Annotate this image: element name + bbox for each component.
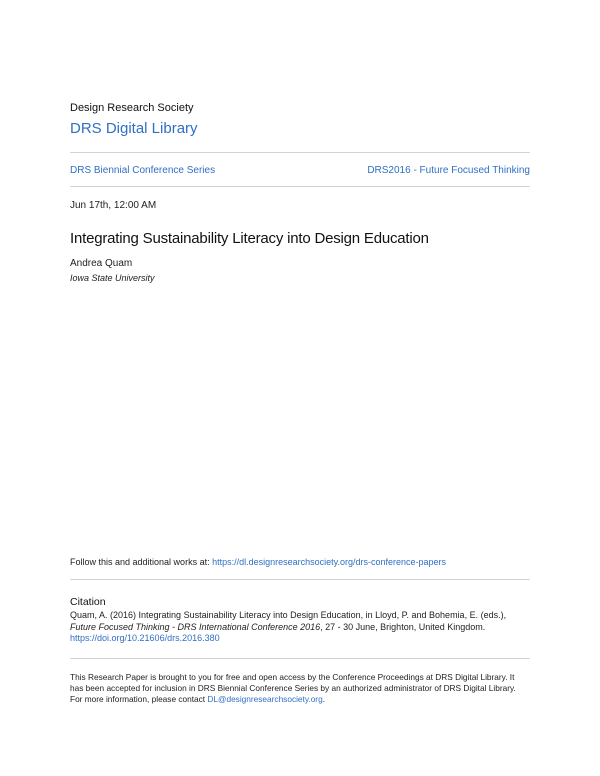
citation-part1: Quam, A. (2016) Integrating Sustainability Literacy into Design Education, in Lloyd, P. and Bohemia, E. (eds.),: [70, 610, 507, 620]
conference-link[interactable]: DRS2016 - Future Focused Thinking: [367, 165, 530, 176]
divider-citation: [70, 579, 530, 580]
society-name: Design Research Society: [70, 102, 194, 114]
paper-date: Jun 17th, 12:00 AM: [70, 200, 157, 211]
collection-link[interactable]: https://dl.designresearchsociety.org/drs-conference-papers: [212, 557, 447, 567]
series-link[interactable]: DRS Biennial Conference Series: [70, 165, 216, 176]
divider-top: [70, 152, 530, 153]
divider-notice: [70, 658, 530, 659]
citation-proceedings: Future Focused Thinking - DRS International Conference 2016: [70, 621, 321, 632]
author-affiliation: Iowa State University: [70, 273, 155, 283]
citation-part2: , 27 - 30 June, Brighton, United Kingdom.: [320, 621, 486, 632]
follow-prefix: Follow this and additional works at:: [70, 557, 213, 567]
citation-text: [70, 610, 530, 645]
follow-line: [70, 557, 530, 567]
notice-end: .: [322, 694, 325, 704]
library-link[interactable]: DRS Digital Library: [70, 120, 198, 137]
citation-heading: Citation: [70, 596, 106, 608]
paper-author: Andrea Quam: [70, 258, 133, 269]
paper-title: Integrating Sustainability Literacy into Design Education: [70, 230, 429, 247]
divider-series: [70, 186, 530, 187]
notice-text: This Research Paper is brought to you for free and open access by the Conference Proceedings at DRS Digital Library. It has been accepted for inclusion in DRS Biennial Conference Series by an authorized administrator of DRS Digital Library. For more information, please contact: [70, 672, 516, 704]
access-notice: [70, 672, 530, 705]
doi-link[interactable]: https://doi.org/10.21606/drs.2016.380: [70, 633, 220, 643]
contact-email-link[interactable]: DL@designresearchsociety.org: [207, 694, 323, 704]
